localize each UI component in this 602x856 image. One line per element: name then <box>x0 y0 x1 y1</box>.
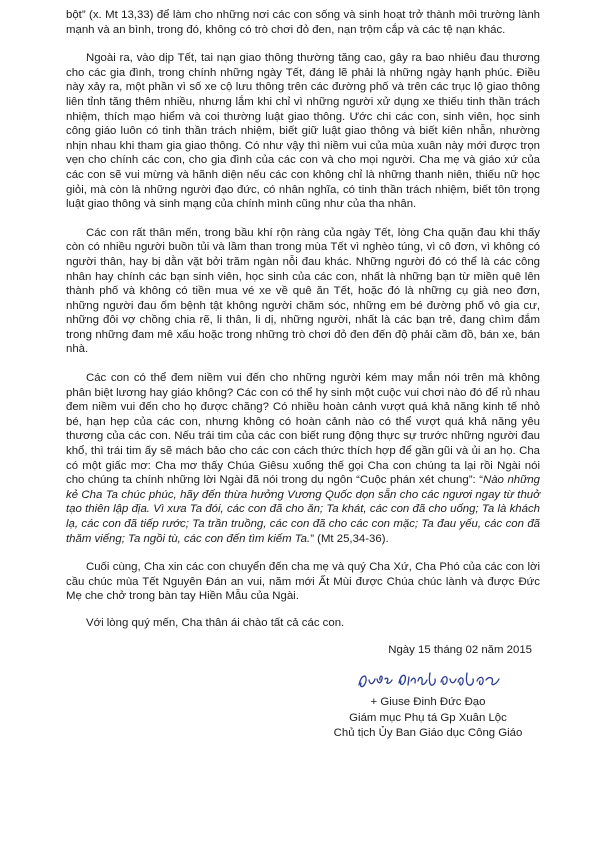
gospel-quote: Nào những kẻ Cha Ta chúc phúc, hãy đến thừa hưởng Vương Quốc dọn sẵn cho các ngươi ngay từ thuở tạo thiên lập địa. Vì xưa Ta đói, các con đã cho ăn; Ta khát, các con đã cho uống; Ta là khách lạ, các con đã tiếp rước; Ta trần truồng, các con đã cho các con mặc; Ta đau yếu, các con đã thăm viếng; Ta ngồi tù, các con đến tìm kiếm Ta. <box>66 474 541 545</box>
paragraph-poor: Các con rất thân mến, trong bầu khí rộn ràng của ngày Tết, lòng Cha quặn đau khi thấy còn có nhiều người buồn tủi và lầm than trong mùa Tết vì nghèo túng, vì cô đơn, vì không có người thân, hay bị dằn vặt bởi trăm ngàn nỗi đau khác. Những người đó có thể là các công nhân hay chính các bạn sinh viên, học sinh của các con, nhất là những bạn từ miền quê lên thành phố và không có tiền mua vé xe về quê ăn Tết, hoặc đó là những cụ già neo đơn, những người đau ốm bệnh tật không người chăm sóc, những em bé đường phố vô gia cư, những đôi vợ chồng chia rẽ, li thân, li dị, những người, nhất là các bạn trẻ, đang chìm đắm trong những đam mê xấu hoặc trong những trò chơi đỏ đen đến độ phải cầm đồ, bán xe, bán nhà. <box>66 226 540 356</box>
signature-block <box>308 665 548 742</box>
paragraph-dream <box>66 371 540 546</box>
paragraph-continued: bột” (x. Mt 13,33) để làm cho những nơi các con sống và sinh hoạt trở thành môi trường lành mạnh và an bình, trong đó, không có trò chơi đỏ đen, nạn trộm cắp và các tệ nạn khác. <box>66 9 540 36</box>
paragraph-greeting: Với lòng quý mến, Cha thân ái chào tất cả các con. <box>86 616 345 629</box>
dream-text: Các con có thể đem niềm vui đến cho những người kém may mắn nói trên mà không phân biệt lương hay giáo không? Các con có thể hy sinh một cuộc vui chơi nào đó để rủ nhau đem niềm vui đến cho họ được chăng? Có nhiều hoàn cảnh vượt quá khả năng kinh tế nhỏ bé, hạn hẹp của các con, nhưng không có hoàn cảnh nào có thể vượt quá khả năng yêu thương của các con. Nếu trái tim của các con biết rung động thực sự trước những người đau khổ, thì trái tim ấy sẽ mách bảo cho các con cách thức thích hợp để gần gũi và ủi an họ. Cha có một giấc mơ: Cha mơ thấy Chúa Giêsu xuống thế gọi Cha con chúng ta lại rồi Ngài nói cho chúng ta chính những lời Ngài đã nói trong dụ ngôn “Cuộc phán xét chung”: “ <box>66 372 540 487</box>
signer-role: Chủ tịch Ủy Ban Giáo dục Công Giáo <box>333 727 523 740</box>
signer-title: Giám mục Phụ tá Gp Xuân Lộc <box>349 711 507 724</box>
handwritten-signature <box>308 665 548 695</box>
letter-date: Ngày 15 tháng 02 năm 2015 <box>388 643 532 656</box>
quote-reference: ” (Mt 25,34-36). <box>310 532 389 545</box>
paragraph-traffic: Ngoài ra, vào dịp Tết, tai nạn giao thông thường tăng cao, gây ra bao nhiêu đau thương cho các gia đình, trong chính những ngày Tết, đáng lẽ phải là những ngày hạnh phúc. Điều này xảy ra, một phần vì số xe cộ lưu thông trên các đường phố và trên các trục lộ giao thông liên tỉnh tăng thêm nhiều, nhưng lắm khi chỉ vì những người xử dụng xe thiếu tinh thần trách nhiệm, thích mạo hiểm và coi thường luật giao thông. Ước chi các con, sinh viên, học sinh công giáo luôn có tinh thần trách nhiệm, biết giữ luật giao thông và biết kiên nhẫn, nhường nhịn nhau khi tham gia giao thông. Có như vậy thì niềm vui của mùa xuân này mới được trọn vẹn cho chính các con, cho gia đình của các con và cho mọi người. Cha mẹ và giáo xứ của các con sẽ vui mừng và hãnh diện nếu các con không chỉ là những thanh niên, thiếu nữ học giỏi, mà còn là những người đạo đức, có nhân nghĩa, có tinh thần trách nhiệm, biết tôn trọng luật giao thông và sinh mạng của chính mình cũng như của tha nhân. <box>66 52 540 211</box>
paragraph-closing: Cuối cùng, Cha xin các con chuyển đến cha mẹ và quý Cha Xứ, Cha Phó của các con lời cầu chúc mùa Tết Nguyên Đán an vui, năm mới Ất Mùi được Chúa chúc lành và được Đức Mẹ che chở trong bàn tay Hiền Mẫu của Ngài. <box>66 561 540 603</box>
signature-icon <box>353 667 503 693</box>
signer-name: + Giuse Đinh Đức Đạo <box>370 696 486 709</box>
